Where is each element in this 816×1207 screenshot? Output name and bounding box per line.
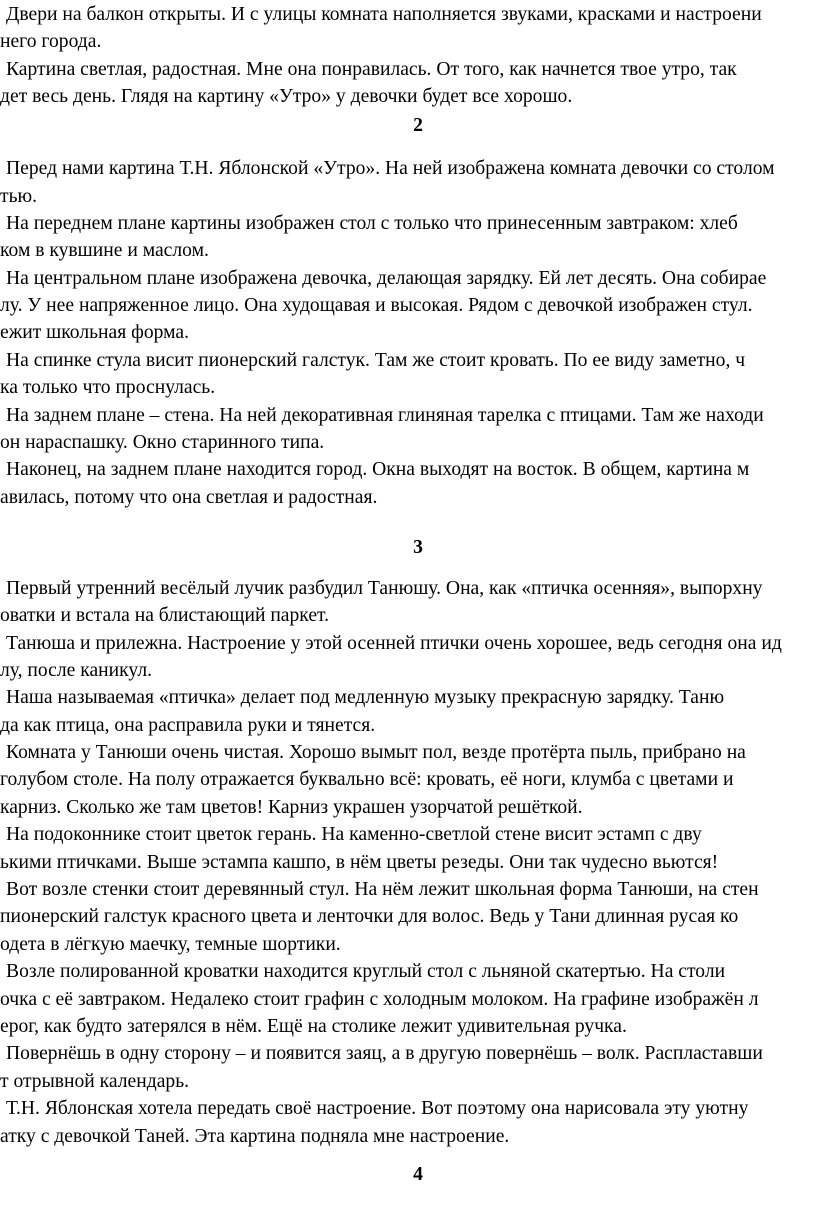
text-line: ькими птичками. Выше эстампа кашпо, в нём цветы резеды. Они так чудесно вьются! (0, 852, 719, 873)
text-line: ежит школьная форма. (0, 322, 189, 343)
text-line: т отрывной календарь. (0, 1071, 190, 1092)
text-line: лу. У нее напряженное лицо. Она худощавая и высокая. Рядом с девочкой изображен стул. (0, 295, 753, 316)
text-line: ерог, как будто затерялся в нём. Ещё на столике лежит удивительная ручка. (0, 1016, 627, 1037)
text-line: Двери на балкон открыты. И с улицы комната наполняется звуками, красками и настроени (6, 4, 762, 25)
text-line: дет весь день. Глядя на картину «Утро» у девочки будет все хорошо. (0, 86, 573, 107)
text-line: да как птица, она расправила руки и тянется. (0, 715, 376, 736)
text-line: На заднем плане – стена. На ней декоративная глиняная тарелка с птицами. Там же находи (6, 405, 764, 426)
text-line: Повернёшь в одну сторону – и появится заяц, а в другую повернёшь – волк. Распластавши (6, 1043, 763, 1064)
text-line: ка только что проснулась. (0, 377, 216, 398)
text-line: тью. (0, 186, 38, 207)
text-line: карниз. Сколько же там цветов! Карниз украшен узорчатой решёткой. (0, 797, 583, 818)
text-line: очка с её завтраком. Недалеко стоит графин с холодным молоком. На графине изображён л (0, 989, 759, 1010)
text-line: Перед нами картина Т.Н. Яблонской «Утро». На ней изображена комната девочки со столом (6, 158, 775, 179)
text-line: Танюша и прилежна. Настроение у этой осенней птички очень хорошее, ведь сегодня она ид (6, 633, 782, 654)
text-line: ком в кувшине и маслом. (0, 240, 209, 261)
text-line: Наша называемая «птичка» делает под медленную музыку прекрасную зарядку. Таню (6, 687, 725, 708)
text-line: лу, после каникул. (0, 660, 152, 681)
text-line: Картина светлая, радостная. Мне она понравилась. От того, как начнется твое утро, так (6, 59, 737, 80)
text-line: голубом столе. На полу отражается буквально всё: кровать, её ноги, клумба с цветами и (0, 769, 734, 790)
text-line: Наконец, на заднем плане находится город. Окна выходят на восток. В общем, картина м (6, 459, 750, 480)
text-line: Первый утренний весёлый лучик разбудил Танюшу. Она, как «птичка осенняя», выпорхну (6, 578, 763, 599)
text-line: На спинке стула висит пионерский галстук. Там же стоит кровать. По ее виду заметно, ч (6, 350, 746, 371)
text-line: пионерский галстук красного цвета и ленточки для волос. Ведь у Тани длинная русая ко (0, 906, 739, 927)
text-line: Т.Н. Яблонская хотела передать своё настроение. Вот поэтому она нарисовала эту уютну (6, 1098, 749, 1119)
text-line: Возле полированной кроватки находится круглый стол с льняной скатертью. На столи (6, 961, 726, 982)
text-line: одета в лёгкую маечку, темные шортики. (0, 934, 341, 955)
section-number: 2 (413, 115, 423, 136)
text-line: Комната у Танюши очень чистая. Хорошо вымыт пол, везде протёрта пыль, прибрано на (6, 742, 746, 763)
text-line: Вот возле стенки стоит деревянный стул. На нём лежит школьная форма Танюши, на стен (6, 879, 759, 900)
text-line: он нараспашку. Окно старинного типа. (0, 432, 325, 453)
text-line: оватки и встала на блистающий паркет. (0, 605, 330, 626)
text-line: На переднем плане картины изображен стол с только что принесенным завтраком: хлеб (6, 213, 738, 234)
section-number: 3 (413, 537, 423, 558)
text-line: авилась, потому что она светлая и радостная. (0, 487, 378, 508)
text-line: На подоконнике стоит цветок герань. На каменно-светлой стене висит эстамп с дву (6, 824, 702, 845)
section-number: 4 (413, 1164, 423, 1185)
text-line: На центральном плане изображена девочка, делающая зарядку. Ей лет десять. Она собирае (6, 268, 767, 289)
text-line: атку с девочкой Таней. Эта картина подняла мне настроение. (0, 1126, 510, 1147)
text-line: него города. (0, 31, 102, 52)
